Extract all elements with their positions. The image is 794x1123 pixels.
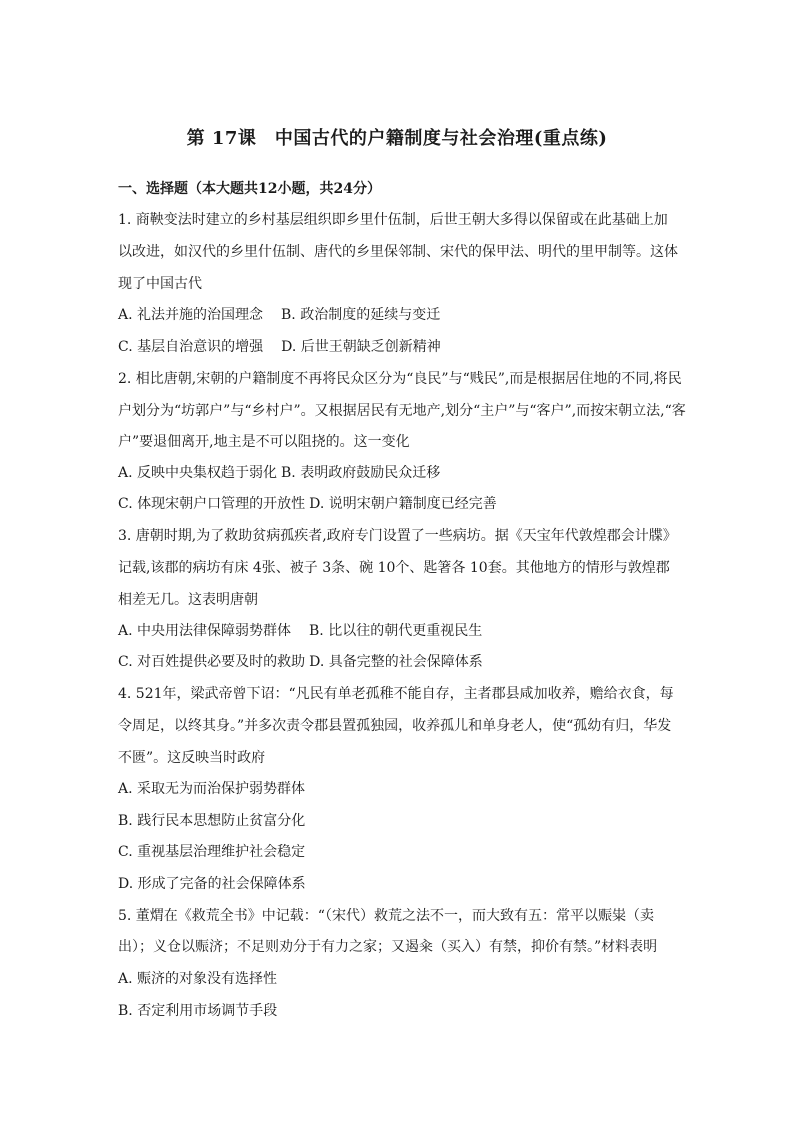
option-a: A. 中央用法律保障弱势群体 — [118, 623, 292, 639]
question-4-line-3: 不匮”。这反映当时政府 — [118, 750, 266, 766]
question-4-line-2: 令周足，以终其身。”并多次责令郡县置孤独园，收养孤儿和单身老人，使“孤幼有归，华发 — [118, 718, 672, 734]
option-c: C. 基层自治意识的增强 — [118, 339, 264, 355]
question-3-options-row-2 — [118, 652, 483, 672]
question-5-option-b: B. 否定利用市场调节手段 — [118, 1003, 278, 1019]
option-d: D. 后世王朝缺乏创新精神 — [281, 339, 441, 355]
option-d: D. 具备完整的社会保障体系 — [309, 654, 483, 670]
question-1-line-2: 以改进，如汉代的乡里什伍制、唐代的乡里保邻制、宋代的保甲法、明代的里甲制等。这体 — [118, 244, 678, 260]
question-5-line-2: 出）；义仓以赈济；不足则劝分于有力之家；又遏籴（买入）有禁，抑价有禁。”材料表明 — [118, 939, 658, 955]
option-b: B. 比以往的朝代更重视民生 — [309, 623, 483, 639]
question-5-option-a: A. 赈济的对象没有选择性 — [118, 971, 278, 987]
question-4-line-1: 4. 521年，梁武帝曾下诏：“凡民有单老孤稚不能自存，主者郡县咸加收养，赡给衣食，每 — [118, 686, 674, 702]
question-1-options-row-1 — [118, 305, 440, 325]
option-d: D. 说明宋朝户籍制度已经完善 — [309, 496, 497, 512]
question-1-line-1: 1. 商鞅变法时建立的乡村基层组织即乡里什伍制，后世王朝大多得以保留或在此基础上加 — [118, 212, 668, 228]
question-2-line-2: 户划分为“坊郭户”与“乡村户”。又根据居民有无地产,划分“主户”与“客户”,而按宋朝立法,“客 — [118, 403, 686, 419]
question-4-option-a: A. 采取无为而治保护弱势群体 — [118, 781, 306, 797]
question-4-option-c: C. 重视基层治理维护社会稳定 — [118, 844, 306, 860]
question-2-options-row-2 — [118, 494, 497, 514]
question-1-line-3: 现了中国古代 — [118, 276, 202, 292]
section-heading: 一、选择题（本大题共12小题，共24分） — [118, 181, 381, 197]
question-3-line-2: 记载,该郡的病坊有床 4张、被子 3条、碗 10个、匙箸各 10套。其他地方的情形与敦煌郡 — [118, 560, 670, 576]
option-a: A. 反映中央集权趋于弱化 — [118, 465, 278, 481]
question-4-option-d: D. 形成了完备的社会保障体系 — [118, 876, 306, 892]
question-2-line-1: 2. 相比唐朝,宋朝的户籍制度不再将民众区分为“良民”与“贱民”,而是根据居住地的不同,将民 — [118, 371, 682, 387]
question-2-options-row-1 — [118, 463, 440, 483]
option-c: C. 体现宋朝户口管理的开放性 — [118, 496, 306, 512]
question-3-line-1: 3. 唐朝时期,为了救助贫病孤疾者,政府专门设置了一些病坊。据《天宝年代敦煌郡会计牒》 — [118, 528, 677, 544]
option-a: A. 礼法并施的治国理念 — [118, 307, 264, 323]
option-b: B. 政治制度的延续与变迁 — [281, 307, 441, 323]
question-1-options-row-2 — [118, 337, 441, 357]
question-4-option-b: B. 践行民本思想防止贫富分化 — [118, 813, 306, 829]
question-3-line-3: 相差无几。这表明唐朝 — [118, 592, 258, 608]
question-2-line-3: 户”要退佃离开,地主是不可以阻挠的。这一变化 — [118, 434, 410, 450]
page-title: 第 17课 中国古代的户籍制度与社会治理(重点练) — [186, 128, 608, 149]
option-c: C. 对百姓提供必要及时的救助 — [118, 654, 306, 670]
option-b: B. 表明政府鼓励民众迁移 — [281, 465, 441, 481]
question-5-line-1: 5. 董煟在《救荒全书》中记载：“（宋代）救荒之法不一，而大致有五：常平以赈粜（卖 — [118, 908, 654, 924]
question-3-options-row-1 — [118, 621, 482, 641]
